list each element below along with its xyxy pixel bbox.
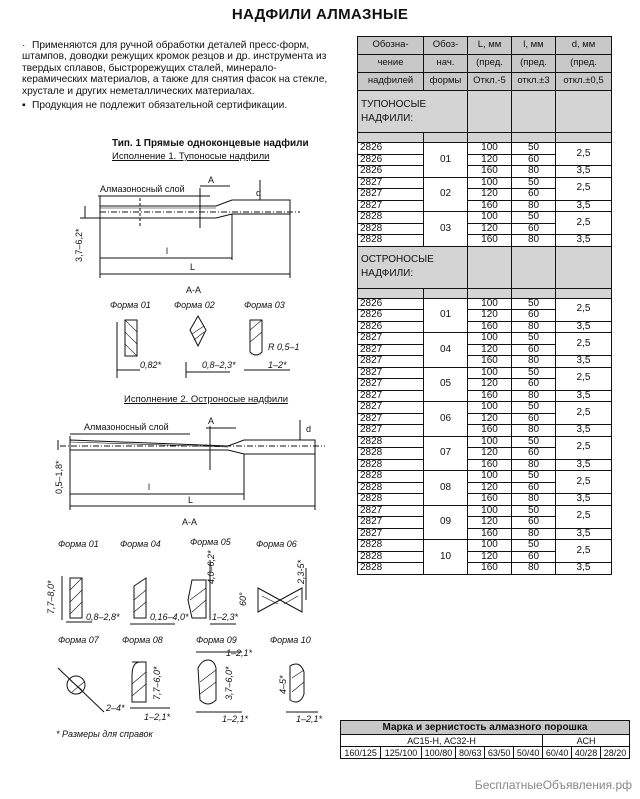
section-fill [556,246,612,288]
header-col5-1: d, мм [556,37,612,55]
intro-bullet-1: · Применяются для ручной обработки деталей пресс-форм, штампов, доводки режущих кромок резцов и др. инструмента из твердых сплавов, быстрорежущих сталей, минерало-керамических материалов, а также для снятия фасок на стекле, хрустале и других неметаллических материалах. [22,40,328,97]
diameter-d: 2,5 [556,298,612,321]
diameter-d: 3,5 [556,494,612,506]
form-02-label: Форма 02 [174,300,215,310]
label-layer-1: Алмазоносный слой [100,184,185,194]
section-row [358,246,612,288]
label-a-2: A [208,416,215,426]
length-l: 80 [512,528,556,540]
grain-cell: 40/28 [572,747,601,759]
length-l: 50 [512,471,556,483]
label-layer-2: Алмазоносный слой [84,422,169,432]
length-L: 120 [468,189,512,201]
diameter-d: 3,5 [556,425,612,437]
table-row [358,436,612,448]
page-title: НАДФИЛИ АЛМАЗНЫЕ [231,6,409,23]
dim-01640: 0,16–4,0* [150,612,189,622]
form-09-label: Форма 09 [196,635,237,645]
length-l: 60 [512,379,556,391]
gap-cell [358,133,424,143]
dim-121-c: 1–2,1* [222,714,249,724]
section-label-1: A-A [186,285,202,295]
form-code: 10 [424,540,468,575]
diameter-d: 2,5 [556,177,612,200]
length-L: 100 [468,212,512,224]
gap-row [358,133,612,143]
length-L: 120 [468,517,512,529]
table-row [358,212,612,224]
intro-bullet-2: ▪ Продукция не подлежит обязательной сертификации. [22,100,288,112]
gap-row [358,288,612,298]
diameter-d: 2,5 [556,333,612,356]
specs-table [357,36,612,575]
length-l: 80 [512,356,556,368]
dim-2355: 2,3-5* [296,559,306,584]
table-row [358,166,612,178]
specs-table-body [358,91,612,575]
section-fill [512,91,556,133]
table-row [358,459,612,471]
label-a-1: A [208,175,215,185]
diameter-d: 3,5 [556,459,612,471]
form-code: 05 [424,367,468,402]
length-l: 50 [512,540,556,552]
dim-r051: R 0,5–1 [268,342,300,352]
length-l: 60 [512,310,556,322]
watermark: БесплатныеОбъявления.рф [474,778,632,792]
file-code: 2827 [358,333,424,345]
form-03-label: Форма 03 [244,300,285,310]
length-L: 100 [468,540,512,552]
section-label-2: A-A [182,517,198,527]
table-row [358,425,612,437]
file-code: 2827 [358,528,424,540]
length-l: 60 [512,448,556,460]
file-code: 2828 [358,212,424,224]
file-code: 2827 [358,367,424,379]
file-code: 2828 [358,540,424,552]
powder-table [340,720,630,759]
table-row [358,528,612,540]
length-l: 50 [512,367,556,379]
diameter-d: 3,5 [556,200,612,212]
grain-cell: 60/40 [543,747,572,759]
diameter-d: 2,5 [556,540,612,563]
angle-60: 60° [238,592,248,606]
dim-12: 1–2* [268,360,287,370]
powder-brand-1: АС15-Н, АС32-Н [341,735,543,747]
table-row [358,321,612,333]
file-code: 2826 [358,154,424,166]
header-col4-1: l, мм [512,37,556,55]
length-l: 50 [512,143,556,155]
file-code: 2828 [358,563,424,575]
diameter-d: 3,5 [556,390,612,402]
length-l: 50 [512,333,556,345]
label-d-1: d [256,188,262,198]
gap-cell [556,288,612,298]
length-L: 160 [468,166,512,178]
grain-cell: 63/50 [485,747,514,759]
file-code: 2826 [358,143,424,155]
grain-cell: 125/100 [381,747,421,759]
length-L: 100 [468,298,512,310]
file-code: 2828 [358,551,424,563]
header-col3-2: (пред. [468,55,512,73]
diameter-d: 3,5 [556,235,612,247]
file-code: 2827 [358,517,424,529]
gap-cell [358,288,424,298]
table-row [358,390,612,402]
form-code: 01 [424,143,468,178]
dim-121-a: 1–2,1* [144,712,171,722]
length-L: 160 [468,235,512,247]
dim-082: 0,82* [140,360,162,370]
length-l: 80 [512,235,556,247]
section-fill [468,91,512,133]
length-L: 120 [468,154,512,166]
table-row [358,356,612,368]
exec1-title: Исполнение 1. Тупоносые надфили [112,151,270,162]
diameter-d: 2,5 [556,212,612,235]
length-L: 120 [468,310,512,322]
file-code: 2827 [358,189,424,201]
section-label: ОСТРОНОСЫЕ НАДФИЛИ: [358,246,468,288]
length-L: 100 [468,333,512,345]
label-dim1: 3,7–6,2* [74,228,84,262]
length-l: 50 [512,212,556,224]
header-row-2 [358,55,612,73]
file-code: 2828 [358,494,424,506]
gap-cell [468,288,512,298]
file-code: 2826 [358,166,424,178]
length-l: 50 [512,505,556,517]
table-row [358,505,612,517]
length-l: 60 [512,413,556,425]
length-l: 60 [512,517,556,529]
length-L: 160 [468,356,512,368]
grain-cell: 28/20 [601,747,630,759]
diameter-d: 2,5 [556,143,612,166]
dim-0823: 0,8–2,3* [202,360,236,370]
diameter-d: 2,5 [556,367,612,390]
file-code: 2827 [358,379,424,391]
form-01b-label: Форма 01 [58,539,99,549]
header-col2-3: формы [424,73,468,91]
gap-cell [556,133,612,143]
length-l: 60 [512,344,556,356]
file-code: 2827 [358,413,424,425]
dim-7760: 7,7–6,0* [152,666,162,700]
file-code: 2827 [358,356,424,368]
table-row [358,177,612,189]
footnote: * Размеры для справок [56,729,153,739]
grain-cell: 100/80 [421,747,456,759]
table-row [358,540,612,552]
diameter-d: 2,5 [556,505,612,528]
file-code: 2827 [358,505,424,517]
length-l: 50 [512,298,556,310]
header-col1-2: чение [358,55,424,73]
length-l: 80 [512,166,556,178]
grain-cell: 160/125 [341,747,381,759]
length-L: 100 [468,471,512,483]
length-L: 160 [468,563,512,575]
length-l: 80 [512,200,556,212]
dim-121-d: 1–2,1* [296,714,323,724]
form-code: 03 [424,212,468,247]
length-L: 120 [468,379,512,391]
length-L: 160 [468,528,512,540]
length-l: 80 [512,390,556,402]
dim-1223: 1–2,3* [212,612,239,622]
dim-3760: 3,7–6,0* [224,666,234,700]
length-L: 160 [468,321,512,333]
length-l: 80 [512,425,556,437]
file-code: 2828 [358,235,424,247]
label-L-2: L [188,495,194,505]
header-col3-3: Откл.-5 [468,73,512,91]
form-code: 01 [424,298,468,333]
form-08-label: Форма 08 [122,635,163,645]
diameter-d: 3,5 [556,166,612,178]
exec2-title: Исполнение 2. Остроносые надфили [124,394,289,405]
dim-4062: 4,0–6,2* [206,550,216,584]
length-l: 60 [512,482,556,494]
label-l-2: l [148,482,150,492]
file-code: 2828 [358,459,424,471]
table-row [358,143,612,155]
length-L: 100 [468,177,512,189]
powder-grains-row [341,747,630,759]
gap-cell [424,133,468,143]
table-row [358,200,612,212]
form-04-label: Форма 04 [120,539,161,549]
file-code: 2827 [358,425,424,437]
form-06-label: Форма 06 [256,539,297,549]
length-L: 160 [468,425,512,437]
length-L: 120 [468,482,512,494]
diameter-d: 3,5 [556,356,612,368]
length-l: 60 [512,189,556,201]
length-L: 160 [468,390,512,402]
header-col5-2: (пред. [556,55,612,73]
table-row [358,367,612,379]
length-l: 60 [512,154,556,166]
file-code: 2828 [358,448,424,460]
length-L: 100 [468,436,512,448]
label-dim2: 0,5–1,8* [54,460,64,494]
header-col2-1: Обоз- [424,37,468,55]
header-col5-3: откл.±0,5 [556,73,612,91]
form-code: 08 [424,471,468,506]
file-code: 2827 [358,177,424,189]
gap-cell [424,288,468,298]
figure-title: Тип. 1 Прямые одноконцевые надфили [112,138,309,149]
length-L: 160 [468,200,512,212]
header-col3-1: L, мм [468,37,512,55]
gap-cell [468,133,512,143]
dim-0828: 0,8–2,8* [86,612,120,622]
length-L: 160 [468,494,512,506]
dim-121-b: 1–2,1* [226,648,253,658]
diameter-d: 2,5 [556,402,612,425]
table-row [358,494,612,506]
length-l: 50 [512,177,556,189]
table-row [358,235,612,247]
form-code: 06 [424,402,468,437]
table-row [358,402,612,414]
powder-brand-2: АСН [543,735,630,747]
section-row [358,91,612,133]
gap-cell [512,133,556,143]
form-code: 09 [424,505,468,540]
length-L: 100 [468,143,512,155]
file-code: 2827 [358,390,424,402]
label-d-2: d [306,424,312,434]
label-L-1: L [190,262,196,272]
length-L: 120 [468,551,512,563]
file-code: 2828 [358,482,424,494]
file-code: 2827 [358,344,424,356]
table-row [358,333,612,345]
dim-45: 4–5* [278,675,288,694]
diameter-d: 2,5 [556,436,612,459]
diameter-d: 3,5 [556,321,612,333]
dim-24: 2–4* [106,703,125,713]
grain-cell: 50/40 [514,747,543,759]
label-l-1: l [166,246,168,256]
length-L: 120 [468,413,512,425]
powder-title: Марка и зернистость алмазного порошка [341,721,630,735]
file-code: 2828 [358,223,424,235]
header-col1-1: Обозна- [358,37,424,55]
length-l: 80 [512,321,556,333]
length-l: 50 [512,436,556,448]
length-l: 50 [512,402,556,414]
file-code: 2827 [358,200,424,212]
diameter-d: 2,5 [556,471,612,494]
dim-7780: 7,7–8,0* [46,580,56,614]
length-L: 120 [468,344,512,356]
table-row [358,471,612,483]
length-l: 60 [512,551,556,563]
form-code: 04 [424,333,468,368]
length-L: 100 [468,505,512,517]
length-L: 160 [468,459,512,471]
file-code: 2826 [358,321,424,333]
header-row-1 [358,37,612,55]
section-fill [512,246,556,288]
length-l: 80 [512,459,556,471]
file-code: 2828 [358,471,424,483]
form-code: 07 [424,436,468,471]
header-col4-2: (пред. [512,55,556,73]
length-l: 80 [512,494,556,506]
diameter-d: 3,5 [556,528,612,540]
table-row [358,563,612,575]
section-label: ТУПОНОСЫЕ НАДФИЛИ: [358,91,468,133]
header-row-3 [358,73,612,91]
form-01-label: Форма 01 [110,300,151,310]
section-fill [556,91,612,133]
section-fill [468,246,512,288]
form-code: 02 [424,177,468,212]
header-col1-3: надфилей [358,73,424,91]
file-code: 2828 [358,436,424,448]
file-code: 2826 [358,298,424,310]
form-10-label: Форма 10 [270,635,311,645]
header-col4-3: откл.±3 [512,73,556,91]
form-07-label: Форма 07 [58,635,99,645]
length-L: 100 [468,367,512,379]
grain-cell: 80/63 [456,747,485,759]
gap-cell [512,288,556,298]
length-l: 60 [512,223,556,235]
length-L: 100 [468,402,512,414]
length-L: 120 [468,223,512,235]
length-L: 120 [468,448,512,460]
form-05-label: Форма 05 [190,537,231,547]
file-code: 2827 [358,402,424,414]
diameter-d: 3,5 [556,563,612,575]
file-code: 2826 [358,310,424,322]
header-col2-2: нач. [424,55,468,73]
length-l: 80 [512,563,556,575]
table-row [358,298,612,310]
